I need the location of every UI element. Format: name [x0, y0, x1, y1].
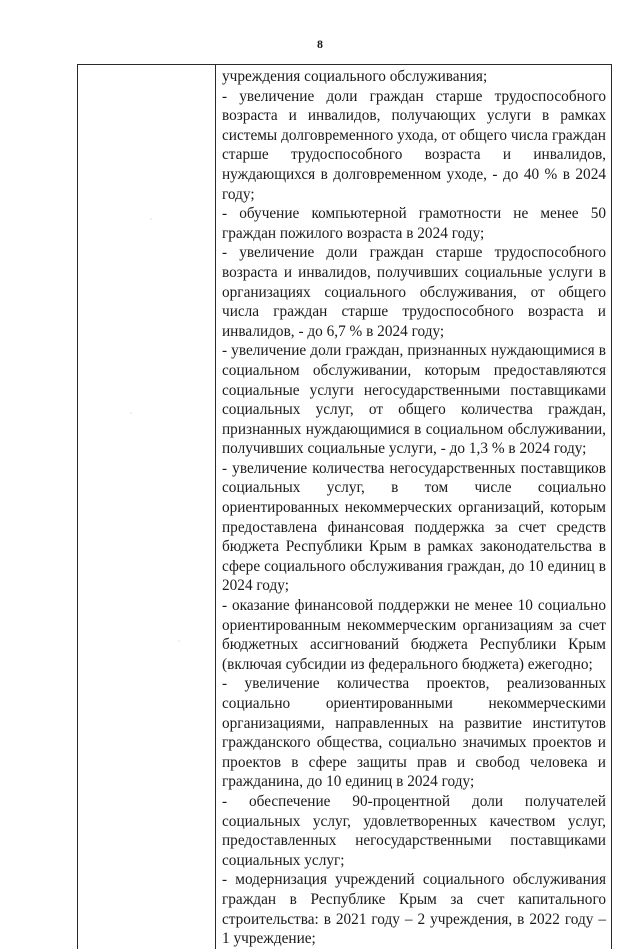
document-table	[77, 64, 612, 949]
list-item: - увеличение доли граждан старше трудоспособного возраста и инвалидов, получающих услуги в рамках системы долговременного ухода, от общего числа граждан старше трудоспособного возраста и инвалидов, нуждающихся в долговременном уходе, - до 40 % в 2024 году;	[222, 87, 606, 203]
list-item: - увеличение количества проектов, реализованных социально ориентированными некоммерческими организациями, направленных на развитие институтов гражданского общества, социально значимых проектов и проектов в сфере защиты прав и свобод человека и гражданина, до 10 единиц в 2024 году;	[222, 675, 606, 791]
list-item: - увеличение количества негосударственных поставщиков социальных услуг, в том числе социально ориентированных некоммерческих организаций, которым предоставлена финансовая поддержка за счет средств бюджета Республики Крым в рамках законодательства в сфере социального обслуживания граждан, до 10 единиц в 2024 году;	[222, 459, 606, 595]
page-number: 8	[317, 37, 323, 51]
scan-speck	[150, 218, 152, 220]
table-left-cell	[78, 65, 216, 949]
table-row	[78, 65, 612, 949]
list-item: - обеспечение 90-процентной доли получателей социальных услуг, удовлетворенных качеством услуг, предоставленных негосударственными поставщиками социальных услуг;	[222, 792, 606, 869]
list-item: - обучение компьютерной грамотности не менее 50 граждан пожилого возраста в 2024 году;	[222, 205, 606, 242]
table-right-cell	[216, 65, 612, 949]
scan-speck	[130, 412, 132, 414]
measures-list	[216, 65, 611, 949]
list-item: - оказание финансовой поддержки не менее 10 социально ориентированным некоммерческим организациям за счет бюджетных ассигнований бюджета Республики Крым (включая субсидии из федерального бюджета) ежегодно;	[222, 597, 606, 673]
list-item: - модернизация учреждений социального обслуживания граждан в Республике Крым за счет капитального строительства: в 2021 году – 2 учреждения, в 2022 году – 1 учреждение;	[222, 871, 606, 948]
list-item: - увеличение доли граждан, признанных нуждающимися в социальном обслуживании, которым предоставляются социальные услуги негосударственными поставщиками социальных услуг, от общего количества граждан, признанных нуждающимися в социальном обслуживании, получивших социальные услуги, - до 1,3 % в 2024 году;	[222, 342, 606, 458]
list-item: - увеличение доли граждан старше трудоспособного возраста и инвалидов, получивших социальные услуги в организациях социального обслуживания, от общего числа граждан старше трудоспособного возраста и инвалидов, - до 6,7 % в 2024 году;	[222, 244, 606, 340]
scan-speck	[178, 640, 180, 642]
list-item: учреждения социального обслуживания;	[222, 68, 488, 85]
